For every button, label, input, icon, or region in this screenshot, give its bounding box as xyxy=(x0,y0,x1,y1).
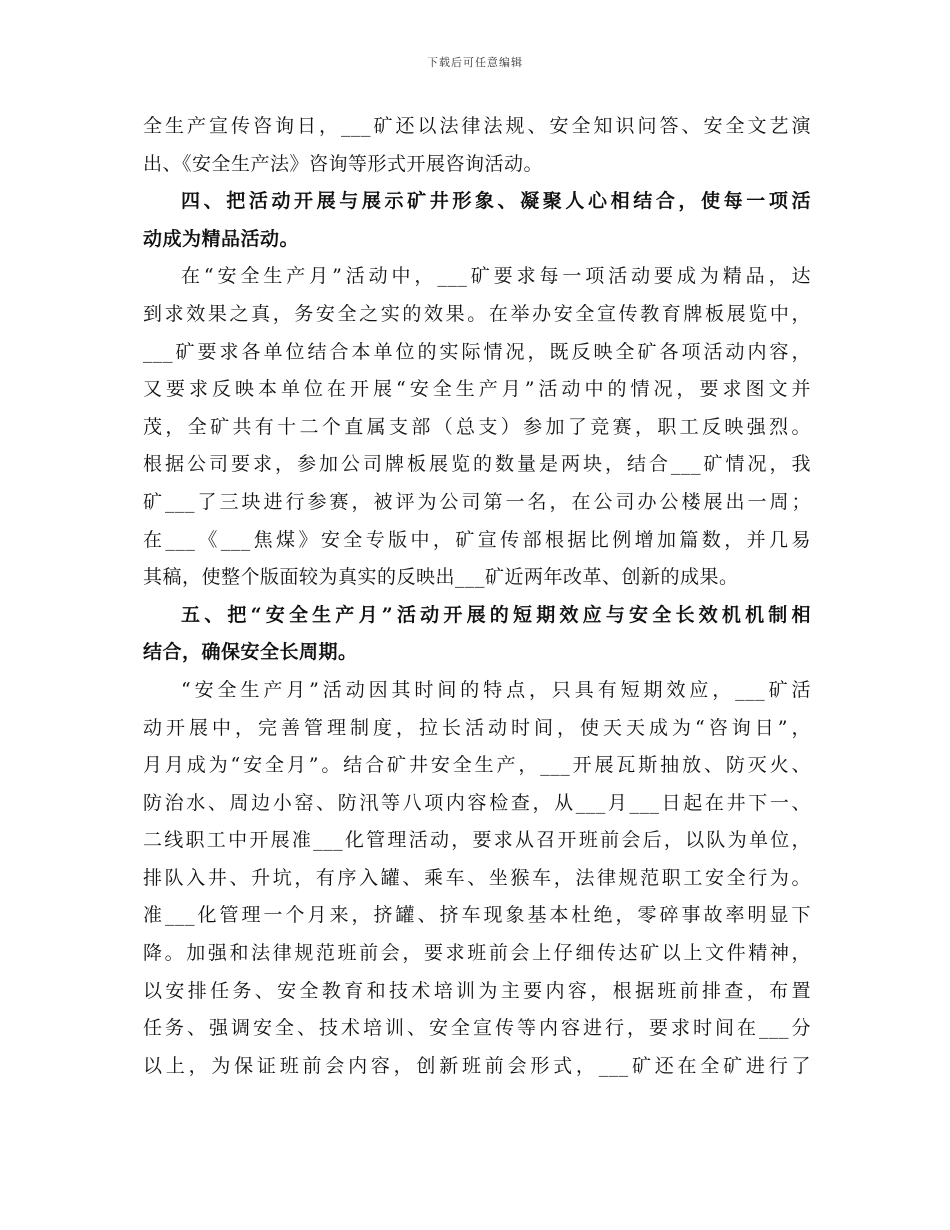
text-line: 二线职工中开展准___化管理活动，要求从召开班前会后，以队为单位， xyxy=(143,829,811,852)
text-line: 到求效果之真，务安全之实的效果。在举办安全宣传教育牌板展览中， xyxy=(143,302,811,325)
text-line: ___矿要求各单位结合本单位的实际情况，既反映全矿各项活动内容， xyxy=(143,340,811,363)
text-line: 茂，全矿共有十二个直属支部（总支）参加了竞赛，职工反映强烈。 xyxy=(143,415,811,438)
text-line: 以上，为保证班前会内容，创新班前会形式，___矿还在全矿进行了 xyxy=(143,1054,811,1077)
text-line: 任务、强调安全、技术培训、安全宣传等内容进行，要求时间在___分 xyxy=(143,1017,811,1040)
page-header: 下载后可任意编辑 xyxy=(427,56,523,69)
text-line: 在“安全生产月”活动中，___矿要求每一项活动要成为精品，达 xyxy=(181,265,811,288)
text-line: 排队入井、升坑，有序入罐、乘车、坐猴车，法律规范职工安全行为。 xyxy=(143,866,811,889)
section-heading-line: 五、把“安全生产月”活动开展的短期效应与安全长效机机制相 xyxy=(181,603,811,626)
document-body xyxy=(143,108,811,1085)
text-line: 在___《___焦煤》安全专版中，矿宣传部根据比例增加篇数，并几易 xyxy=(143,528,811,551)
section-heading-line: 结合，确保安全长周期。 xyxy=(143,641,358,664)
text-line: 动开展中，完善管理制度，拉长活动时间，使天天成为“咨询日”， xyxy=(143,716,811,739)
text-line: 月月成为“安全月”。结合矿井安全生产，___开展瓦斯抽放、防灭火、 xyxy=(143,754,811,777)
text-line: 准___化管理一个月来，挤罐、挤车现象基本杜绝，零碎事故率明显下 xyxy=(143,904,811,927)
text-line: 矿___了三块进行参赛，被评为公司第一名，在公司办公楼展出一周； xyxy=(143,490,811,513)
text-line: 其稿，使整个版面较为真实的反映出___矿近两年改革、创新的成果。 xyxy=(143,566,739,589)
text-line: 出、《安全生产法》咨询等形式开展咨询活动。 xyxy=(143,152,544,175)
text-line: 又要求反映本单位在开展“安全生产月”活动中的情况，要求图文并 xyxy=(143,378,811,401)
text-line: 降。加强和法律规范班前会，要求班前会上仔细传达矿以上文件精神， xyxy=(143,942,811,965)
section-heading-line: 动成为精品活动。 xyxy=(143,227,300,250)
text-line: 全生产宣传咨询日，___矿还以法律法规、安全知识问答、安全文艺演 xyxy=(143,115,811,137)
text-line: “安全生产月”活动因其时间的特点，只具有短期效应，___矿活 xyxy=(181,678,811,701)
text-line: 防治水、周边小窑、防汛等八项内容检查，从___月___日起在井下一、 xyxy=(143,791,811,814)
text-line: 以安排任务、安全教育和技术培训为主要内容，根据班前排查，布置 xyxy=(143,979,811,1002)
section-heading-line: 四、把活动开展与展示矿井形象、凝聚人心相结合，使每一项活 xyxy=(181,190,811,213)
text-line: 根据公司要求，参加公司牌板展览的数量是两块，结合___矿情况，我 xyxy=(143,453,811,476)
